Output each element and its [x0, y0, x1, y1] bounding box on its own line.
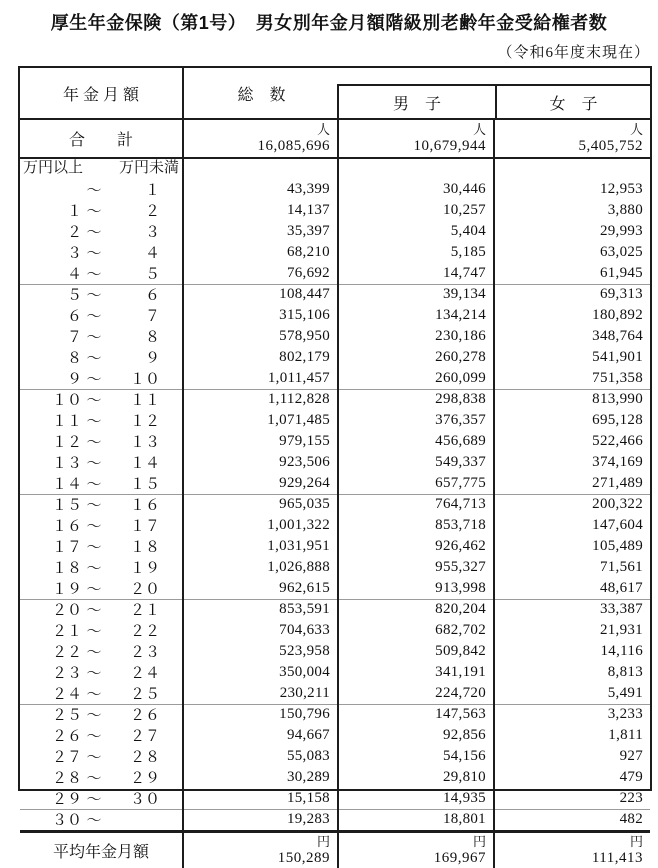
- average-cell-total: [184, 833, 339, 868]
- value-total: 35,397: [184, 221, 339, 242]
- value-male: 10,257: [339, 200, 495, 221]
- value-female: 271,489: [592, 475, 643, 491]
- table-row: [20, 326, 650, 347]
- tilde-icon: ～: [86, 708, 102, 724]
- range-upper: １０: [129, 372, 160, 388]
- value-total: 523,958: [184, 641, 339, 662]
- value-total: 704,633: [184, 620, 339, 641]
- range-upper: ２９: [129, 771, 160, 787]
- tilde-icon: ～: [86, 687, 102, 703]
- value-male: 92,856: [339, 725, 495, 746]
- value-female: 223: [619, 790, 643, 806]
- value-male: 134,214: [339, 305, 495, 326]
- unit-person: 人: [472, 122, 486, 137]
- value-total: 315,106: [184, 305, 339, 326]
- average-row: [20, 830, 650, 868]
- tilde-icon: ～: [86, 771, 102, 787]
- range-lower: ２０: [51, 603, 82, 619]
- table-row: [20, 788, 650, 809]
- value-male: 853,718: [339, 515, 495, 536]
- range-label: [20, 368, 184, 389]
- value-total: 350,004: [184, 662, 339, 683]
- table-row: [20, 389, 650, 410]
- range-label: [20, 410, 184, 431]
- value-female: 48,617: [599, 580, 643, 596]
- range-lower: １５: [51, 498, 82, 514]
- pension-table: [18, 66, 652, 866]
- tilde-icon: ～: [86, 624, 102, 640]
- range-upper: １１: [129, 393, 160, 409]
- unit-yen: 円: [629, 834, 643, 849]
- range-lower: ２５: [51, 708, 82, 724]
- grand-total-value-female: 5,405,752: [578, 138, 643, 154]
- unit-person: 人: [629, 122, 643, 137]
- range-upper: １３: [129, 435, 160, 451]
- value-female: 14,116: [600, 643, 643, 659]
- value-male: 260,278: [339, 347, 495, 368]
- value-male: 39,134: [339, 284, 495, 305]
- range-lower: ２４: [51, 687, 82, 703]
- table-row: [20, 200, 650, 221]
- tilde-icon: ～: [86, 729, 102, 745]
- range-lower: １: [66, 204, 82, 220]
- range-upper: ２５: [129, 687, 160, 703]
- range-header-label: [20, 159, 184, 179]
- range-label: [20, 557, 184, 578]
- unit-yen: 円: [316, 834, 330, 849]
- value-female: 29,993: [599, 223, 643, 239]
- range-lower: １７: [51, 540, 82, 556]
- value-total: 108,447: [184, 284, 339, 305]
- table-row: [20, 473, 650, 494]
- grand-total-cell-total: [184, 120, 339, 157]
- table-row: [20, 536, 650, 557]
- value-male: 230,186: [339, 326, 495, 347]
- value-total: 1,026,888: [184, 557, 339, 578]
- value-total: 923,506: [184, 452, 339, 473]
- value-total: 30,289: [184, 767, 339, 788]
- range-label: [20, 746, 184, 767]
- value-total: 1,011,457: [184, 368, 339, 389]
- value-female: 374,169: [592, 454, 643, 470]
- value-total: 962,615: [184, 578, 339, 599]
- range-label: [20, 599, 184, 620]
- table-row: [20, 704, 650, 725]
- table-row: [20, 242, 650, 263]
- value-female: 147,604: [592, 517, 643, 533]
- grand-total-label: 合 計: [20, 120, 184, 157]
- average-value-male: 169,967: [433, 850, 486, 866]
- range-lower: ８: [66, 351, 82, 367]
- range-lower: １３: [51, 456, 82, 472]
- tilde-icon: ～: [86, 267, 102, 283]
- range-label: [20, 620, 184, 641]
- range-label: [20, 515, 184, 536]
- range-label: [20, 284, 184, 305]
- value-male: 224,720: [339, 683, 495, 704]
- value-male: 657,775: [339, 473, 495, 494]
- value-total: 150,796: [184, 704, 339, 725]
- range-lower: ２: [66, 225, 82, 241]
- value-male: 147,563: [339, 704, 495, 725]
- tilde-icon: ～: [86, 813, 102, 829]
- range-lower: １１: [51, 414, 82, 430]
- range-label: [20, 473, 184, 494]
- value-total: 55,083: [184, 746, 339, 767]
- table-row: [20, 746, 650, 767]
- tilde-icon: ～: [86, 351, 102, 367]
- header-cell-female: 女 子: [549, 95, 598, 113]
- range-upper: ２: [144, 204, 160, 220]
- tilde-icon: ～: [86, 456, 102, 472]
- tilde-icon: ～: [86, 330, 102, 346]
- range-upper: ３０: [129, 792, 160, 808]
- value-total: 1,001,322: [184, 515, 339, 536]
- grand-total-value-total: 16,085,696: [257, 138, 330, 154]
- grand-total-row: [20, 120, 650, 159]
- range-label: [20, 431, 184, 452]
- range-lower: ２７: [51, 750, 82, 766]
- value-female: 33,387: [599, 601, 643, 617]
- range-lower: ２３: [51, 666, 82, 682]
- range-label: [20, 725, 184, 746]
- value-total: 19,283: [184, 809, 339, 830]
- value-female: 695,128: [592, 412, 643, 428]
- range-lower: １４: [51, 477, 82, 493]
- value-female: 8,813: [607, 664, 643, 680]
- unit-person: 人: [316, 122, 330, 137]
- table-row: [20, 284, 650, 305]
- value-female: 105,489: [592, 538, 643, 554]
- value-female: 482: [619, 811, 643, 827]
- range-upper: ４: [144, 246, 160, 262]
- range-upper: ２３: [129, 645, 160, 661]
- page-title: 厚生年金保険（第1号） 男女別年金月額階級別老齢年金受給権者数: [50, 13, 608, 33]
- range-upper: １: [144, 183, 160, 199]
- range-upper: ２２: [129, 624, 160, 640]
- tilde-icon: ～: [86, 540, 102, 556]
- range-upper: １２: [129, 414, 160, 430]
- range-label: [20, 704, 184, 725]
- value-total: 15,158: [184, 788, 339, 809]
- range-lower: ４: [66, 267, 82, 283]
- range-upper: １９: [129, 561, 160, 577]
- tilde-icon: ～: [86, 183, 102, 199]
- value-male: 764,713: [339, 494, 495, 515]
- range-upper: １８: [129, 540, 160, 556]
- header-cell-male: 男 子: [339, 86, 497, 118]
- value-male: 456,689: [339, 431, 495, 452]
- grand-total-cell-male: [339, 120, 495, 157]
- range-label: [20, 263, 184, 284]
- range-upper: ３: [144, 225, 160, 241]
- value-female: 813,990: [592, 391, 643, 407]
- value-total: 929,264: [184, 473, 339, 494]
- value-male: 260,099: [339, 368, 495, 389]
- range-lower: ２６: [51, 729, 82, 745]
- table-header: [20, 68, 650, 120]
- table-row: [20, 452, 650, 473]
- header-male-female-group: [337, 84, 650, 118]
- table-row: [20, 662, 650, 683]
- table-row: [20, 221, 650, 242]
- table-row: [20, 767, 650, 788]
- value-male: 913,998: [339, 578, 495, 599]
- range-upper: ２８: [129, 750, 160, 766]
- tilde-icon: ～: [86, 645, 102, 661]
- grand-total-cell-female: [495, 120, 650, 157]
- range-upper: ２４: [129, 666, 160, 682]
- value-female: 522,466: [592, 433, 643, 449]
- value-female: 348,764: [592, 328, 643, 344]
- value-male: 5,404: [339, 221, 495, 242]
- range-label: [20, 347, 184, 368]
- value-female: 69,313: [599, 286, 643, 302]
- value-male: 926,462: [339, 536, 495, 557]
- value-female: 5,491: [607, 685, 643, 701]
- value-male: 341,191: [339, 662, 495, 683]
- value-male: 298,838: [339, 389, 495, 410]
- range-lower: ３: [66, 246, 82, 262]
- table-row: [20, 620, 650, 641]
- value-male: 54,156: [339, 746, 495, 767]
- table-row: [20, 179, 650, 200]
- range-label: [20, 536, 184, 557]
- range-label: [20, 200, 184, 221]
- range-lower: ３０: [51, 813, 82, 829]
- range-lower: ２１: [51, 624, 82, 640]
- range-label: [20, 452, 184, 473]
- value-male: 376,357: [339, 410, 495, 431]
- range-upper: ７: [144, 309, 160, 325]
- value-female: 1,811: [608, 727, 643, 743]
- value-male: 14,747: [339, 263, 495, 284]
- value-male: 682,702: [339, 620, 495, 641]
- empty-cell: [495, 159, 650, 179]
- value-total: 230,211: [184, 683, 339, 704]
- range-lower: ９: [66, 372, 82, 388]
- range-upper: ２１: [129, 603, 160, 619]
- empty-cell: [339, 159, 495, 179]
- table-row: [20, 431, 650, 452]
- value-male: 30,446: [339, 179, 495, 200]
- tilde-icon: ～: [86, 792, 102, 808]
- tilde-icon: ～: [86, 519, 102, 535]
- table-row: [20, 368, 650, 389]
- tilde-icon: ～: [86, 204, 102, 220]
- range-lower: ２８: [51, 771, 82, 787]
- tilde-icon: ～: [86, 666, 102, 682]
- value-male: 29,810: [339, 767, 495, 788]
- value-female: 200,322: [592, 496, 643, 512]
- range-header-row: [20, 159, 650, 179]
- range-label: [20, 809, 184, 830]
- tilde-icon: ～: [86, 750, 102, 766]
- value-total: 965,035: [184, 494, 339, 515]
- value-female: 71,561: [599, 559, 643, 575]
- value-female: 751,358: [592, 370, 643, 386]
- tilde-icon: ～: [86, 246, 102, 262]
- tilde-icon: ～: [86, 582, 102, 598]
- average-label: 平均年金月額: [20, 833, 184, 868]
- range-lower: １９: [51, 582, 82, 598]
- average-cell-female: [495, 833, 650, 868]
- range-label: [20, 767, 184, 788]
- value-female: 3,880: [607, 202, 643, 218]
- table-row: [20, 515, 650, 536]
- value-male: 5,185: [339, 242, 495, 263]
- range-upper: １４: [129, 456, 160, 472]
- value-female: 541,901: [592, 349, 643, 365]
- range-upper: ８: [144, 330, 160, 346]
- value-total: 94,667: [184, 725, 339, 746]
- value-total: 68,210: [184, 242, 339, 263]
- range-upper: １６: [129, 498, 160, 514]
- table-row: [20, 683, 650, 704]
- value-male: 18,801: [339, 809, 495, 830]
- tilde-icon: ～: [86, 477, 102, 493]
- table-row: [20, 725, 650, 746]
- value-total: 14,137: [184, 200, 339, 221]
- header-cell-total: 総 数: [237, 86, 286, 104]
- range-upper: ６: [144, 288, 160, 304]
- range-label: [20, 305, 184, 326]
- range-label: [20, 494, 184, 515]
- value-female: 479: [619, 769, 643, 785]
- table-row: [20, 410, 650, 431]
- tilde-icon: ～: [86, 498, 102, 514]
- empty-cell: [184, 159, 339, 179]
- range-label: [20, 788, 184, 809]
- range-header-left: 万円以上: [23, 160, 84, 176]
- range-header-right: 万円未満: [118, 160, 179, 176]
- range-upper: ９: [144, 351, 160, 367]
- range-lower: ６: [66, 309, 82, 325]
- range-upper: １５: [129, 477, 160, 493]
- header-cell-pension-amount: 年 金 月 額: [20, 68, 184, 118]
- range-label: [20, 389, 184, 410]
- value-total: 979,155: [184, 431, 339, 452]
- range-label: [20, 242, 184, 263]
- value-male: 820,204: [339, 599, 495, 620]
- average-cell-male: [339, 833, 495, 868]
- value-female: 63,025: [599, 244, 643, 260]
- value-female: 12,953: [599, 181, 643, 197]
- table-row: [20, 494, 650, 515]
- range-upper: ２６: [129, 708, 160, 724]
- table-row: [20, 809, 650, 830]
- tilde-icon: ～: [86, 393, 102, 409]
- tilde-icon: ～: [86, 414, 102, 430]
- range-label: [20, 683, 184, 704]
- average-value-total: 150,289: [277, 850, 330, 866]
- value-total: 853,591: [184, 599, 339, 620]
- average-value-female: 111,413: [591, 850, 643, 866]
- range-label: [20, 221, 184, 242]
- range-label: [20, 641, 184, 662]
- table-row: [20, 263, 650, 284]
- value-total: 76,692: [184, 263, 339, 284]
- range-label: [20, 326, 184, 347]
- range-upper: ５: [144, 267, 160, 283]
- range-label: [20, 578, 184, 599]
- value-total: 578,950: [184, 326, 339, 347]
- value-total: 1,031,951: [184, 536, 339, 557]
- range-lower: ２９: [51, 792, 82, 808]
- value-female: 927: [619, 748, 643, 764]
- value-female: 61,945: [599, 265, 643, 281]
- range-lower: １０: [51, 393, 82, 409]
- value-male: 955,327: [339, 557, 495, 578]
- as-of-date: （令和6年度末現在）: [497, 45, 650, 61]
- value-total: 1,112,828: [184, 389, 339, 410]
- range-lower: ２２: [51, 645, 82, 661]
- range-label: [20, 662, 184, 683]
- range-label: [20, 179, 184, 200]
- table-row: [20, 599, 650, 620]
- value-total: 802,179: [184, 347, 339, 368]
- value-female: 180,892: [592, 307, 643, 323]
- tilde-icon: ～: [86, 225, 102, 241]
- tilde-icon: ～: [86, 372, 102, 388]
- value-male: 14,935: [339, 788, 495, 809]
- range-lower: １６: [51, 519, 82, 535]
- tilde-icon: ～: [86, 309, 102, 325]
- table-row: [20, 641, 650, 662]
- range-lower: １２: [51, 435, 82, 451]
- value-total: 1,071,485: [184, 410, 339, 431]
- range-upper: ２７: [129, 729, 160, 745]
- value-female: 21,931: [599, 622, 643, 638]
- range-lower: １８: [51, 561, 82, 577]
- table-row: [20, 347, 650, 368]
- range-lower: ５: [66, 288, 82, 304]
- range-upper: ２０: [129, 582, 160, 598]
- grand-total-value-male: 10,679,944: [413, 138, 486, 154]
- range-upper: １７: [129, 519, 160, 535]
- value-total: 43,399: [184, 179, 339, 200]
- table-row: [20, 305, 650, 326]
- tilde-icon: ～: [86, 561, 102, 577]
- data-rows: [20, 159, 650, 830]
- range-lower: ７: [66, 330, 82, 346]
- table-row: [20, 578, 650, 599]
- tilde-icon: ～: [86, 288, 102, 304]
- value-female: 3,233: [607, 706, 643, 722]
- tilde-icon: ～: [86, 603, 102, 619]
- tilde-icon: ～: [86, 435, 102, 451]
- table-row: [20, 557, 650, 578]
- value-male: 509,842: [339, 641, 495, 662]
- unit-yen: 円: [472, 834, 486, 849]
- value-male: 549,337: [339, 452, 495, 473]
